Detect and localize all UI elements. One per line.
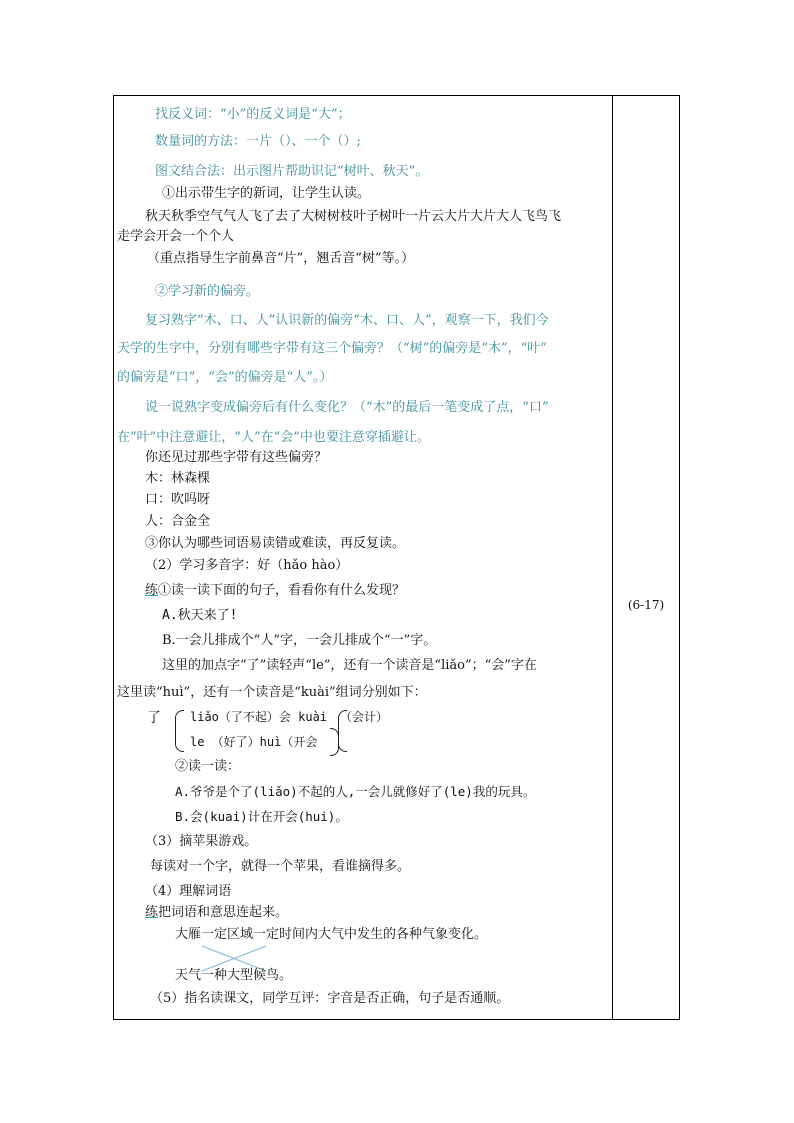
middle-brace bbox=[338, 710, 347, 752]
step3-line: ③你认为哪些词语易读错或难读，再反复读。 bbox=[145, 536, 406, 551]
radical-line-3-a: 的偏旁是“口”， bbox=[117, 370, 209, 385]
exercise1-line bbox=[145, 582, 405, 600]
exercise2-mark: 练 bbox=[145, 905, 159, 920]
explain-line-2: 这里读“huì”，还有一个读音是“kuài”组词分别如下： bbox=[117, 685, 427, 700]
read-a: A.爷爷是个了(liǎo)不起的人,一会儿就修好了(le)我的玩具。 bbox=[175, 784, 536, 799]
read5-line: （5）指名读课文，同学互评：字音是否正确，句子是否通顺。 bbox=[150, 991, 510, 1006]
match-line-1: 大雁一定区域一定时间内大气中发生的各种气象变化。 bbox=[175, 927, 488, 942]
game-desc: 每读对一个字，就得一个苹果，看谁摘得多。 bbox=[150, 859, 411, 874]
words-line-1: 秋天秋季空气气人飞了去了大树树枝叶子树叶一片云大片大片大人飞鸟飞 bbox=[145, 209, 562, 224]
words-line-2: 走学会开会一个个人 bbox=[117, 229, 235, 244]
radical-mu: 木：林森棵 bbox=[145, 471, 211, 486]
picture-line: 图文结合法：出示图片帮助识记“树叶、秋天”。 bbox=[155, 164, 429, 179]
liao-row: liǎo（了不起）会 kuài bbox=[190, 710, 328, 724]
step1-line: ①出示带生字的新词，让学生认读。 bbox=[162, 186, 371, 201]
change-line-1: 说一说熟字变成偏旁后有什么变化？（“木”的最后一笔变成了点，“口” bbox=[145, 400, 549, 415]
game-line: （3）摘苹果游戏。 bbox=[145, 834, 258, 849]
radical-line-2 bbox=[117, 340, 547, 358]
sentence-b: B.一会儿排成个“人”字，一会儿排成个“一”字。 bbox=[162, 633, 437, 648]
column-divider bbox=[612, 96, 613, 1019]
antonym-line: 找反义词：“小”的反义词是“大”； bbox=[155, 107, 351, 122]
radical-line-3 bbox=[117, 369, 332, 387]
step2-line: ②学习新的偏旁。 bbox=[155, 284, 260, 299]
radical-line-2-b: “叶” bbox=[520, 341, 547, 356]
radical-ren: 人：合金全 bbox=[145, 514, 211, 529]
measure-line: 数量词的方法：一片（）、一个（）; bbox=[155, 134, 361, 149]
read-b: B.会(kuai)计在开会(hui)。 bbox=[175, 809, 348, 824]
exercise2-text: 把词语和意思连起来。 bbox=[158, 905, 289, 920]
understand-line: （4）理解词语 bbox=[145, 884, 232, 899]
left-brace bbox=[175, 710, 184, 752]
exercise2-line bbox=[145, 904, 288, 922]
change-line-2: 在“叶”中注意避让，“人”在“会”中也要注意穿插避让。 bbox=[117, 430, 430, 445]
sentence-a: A.秋天来了! bbox=[162, 608, 238, 623]
polyphone-line: （2）学习多音字：好（hǎo hào） bbox=[145, 558, 349, 573]
explain-line-1: 这里的加点字“了”读轻声“le”，还有一个读音是“liǎo”；“会”字在 bbox=[162, 658, 537, 673]
right-brace bbox=[330, 728, 339, 756]
kuai-word: （会计） bbox=[340, 710, 389, 724]
focus-line: （重点指导生字前鼻音“片”，翘舌音“树”等。） bbox=[147, 251, 415, 266]
exercise-mark: 练 bbox=[145, 583, 159, 598]
radical-line-2-a: 天学的生字中，分别有哪些字带有这三个偏旁？（“树”的偏旁是“木”， bbox=[117, 341, 521, 356]
side-note: (6-17) bbox=[627, 598, 665, 612]
le-char: 了 bbox=[147, 710, 161, 726]
read2-line: ②读一读： bbox=[175, 759, 241, 774]
seen-line: 你还见过那些字带有这些偏旁？ bbox=[145, 450, 328, 465]
match-line-2: 天气一种大型候鸟。 bbox=[175, 968, 293, 983]
radical-line-3-b: “会”的偏旁是“人”。） bbox=[208, 370, 333, 385]
radical-line-1: 复习熟字“木、口、人”认识新的偏旁“木、口、人”，观察一下，我们今 bbox=[145, 313, 549, 328]
le-row: le （好了）huì（开会 bbox=[190, 735, 318, 749]
exercise1-text: ①读一读下面的句子，看看你有什么发现？ bbox=[158, 583, 406, 598]
radical-kou: 口：吹吗呀 bbox=[145, 492, 211, 507]
